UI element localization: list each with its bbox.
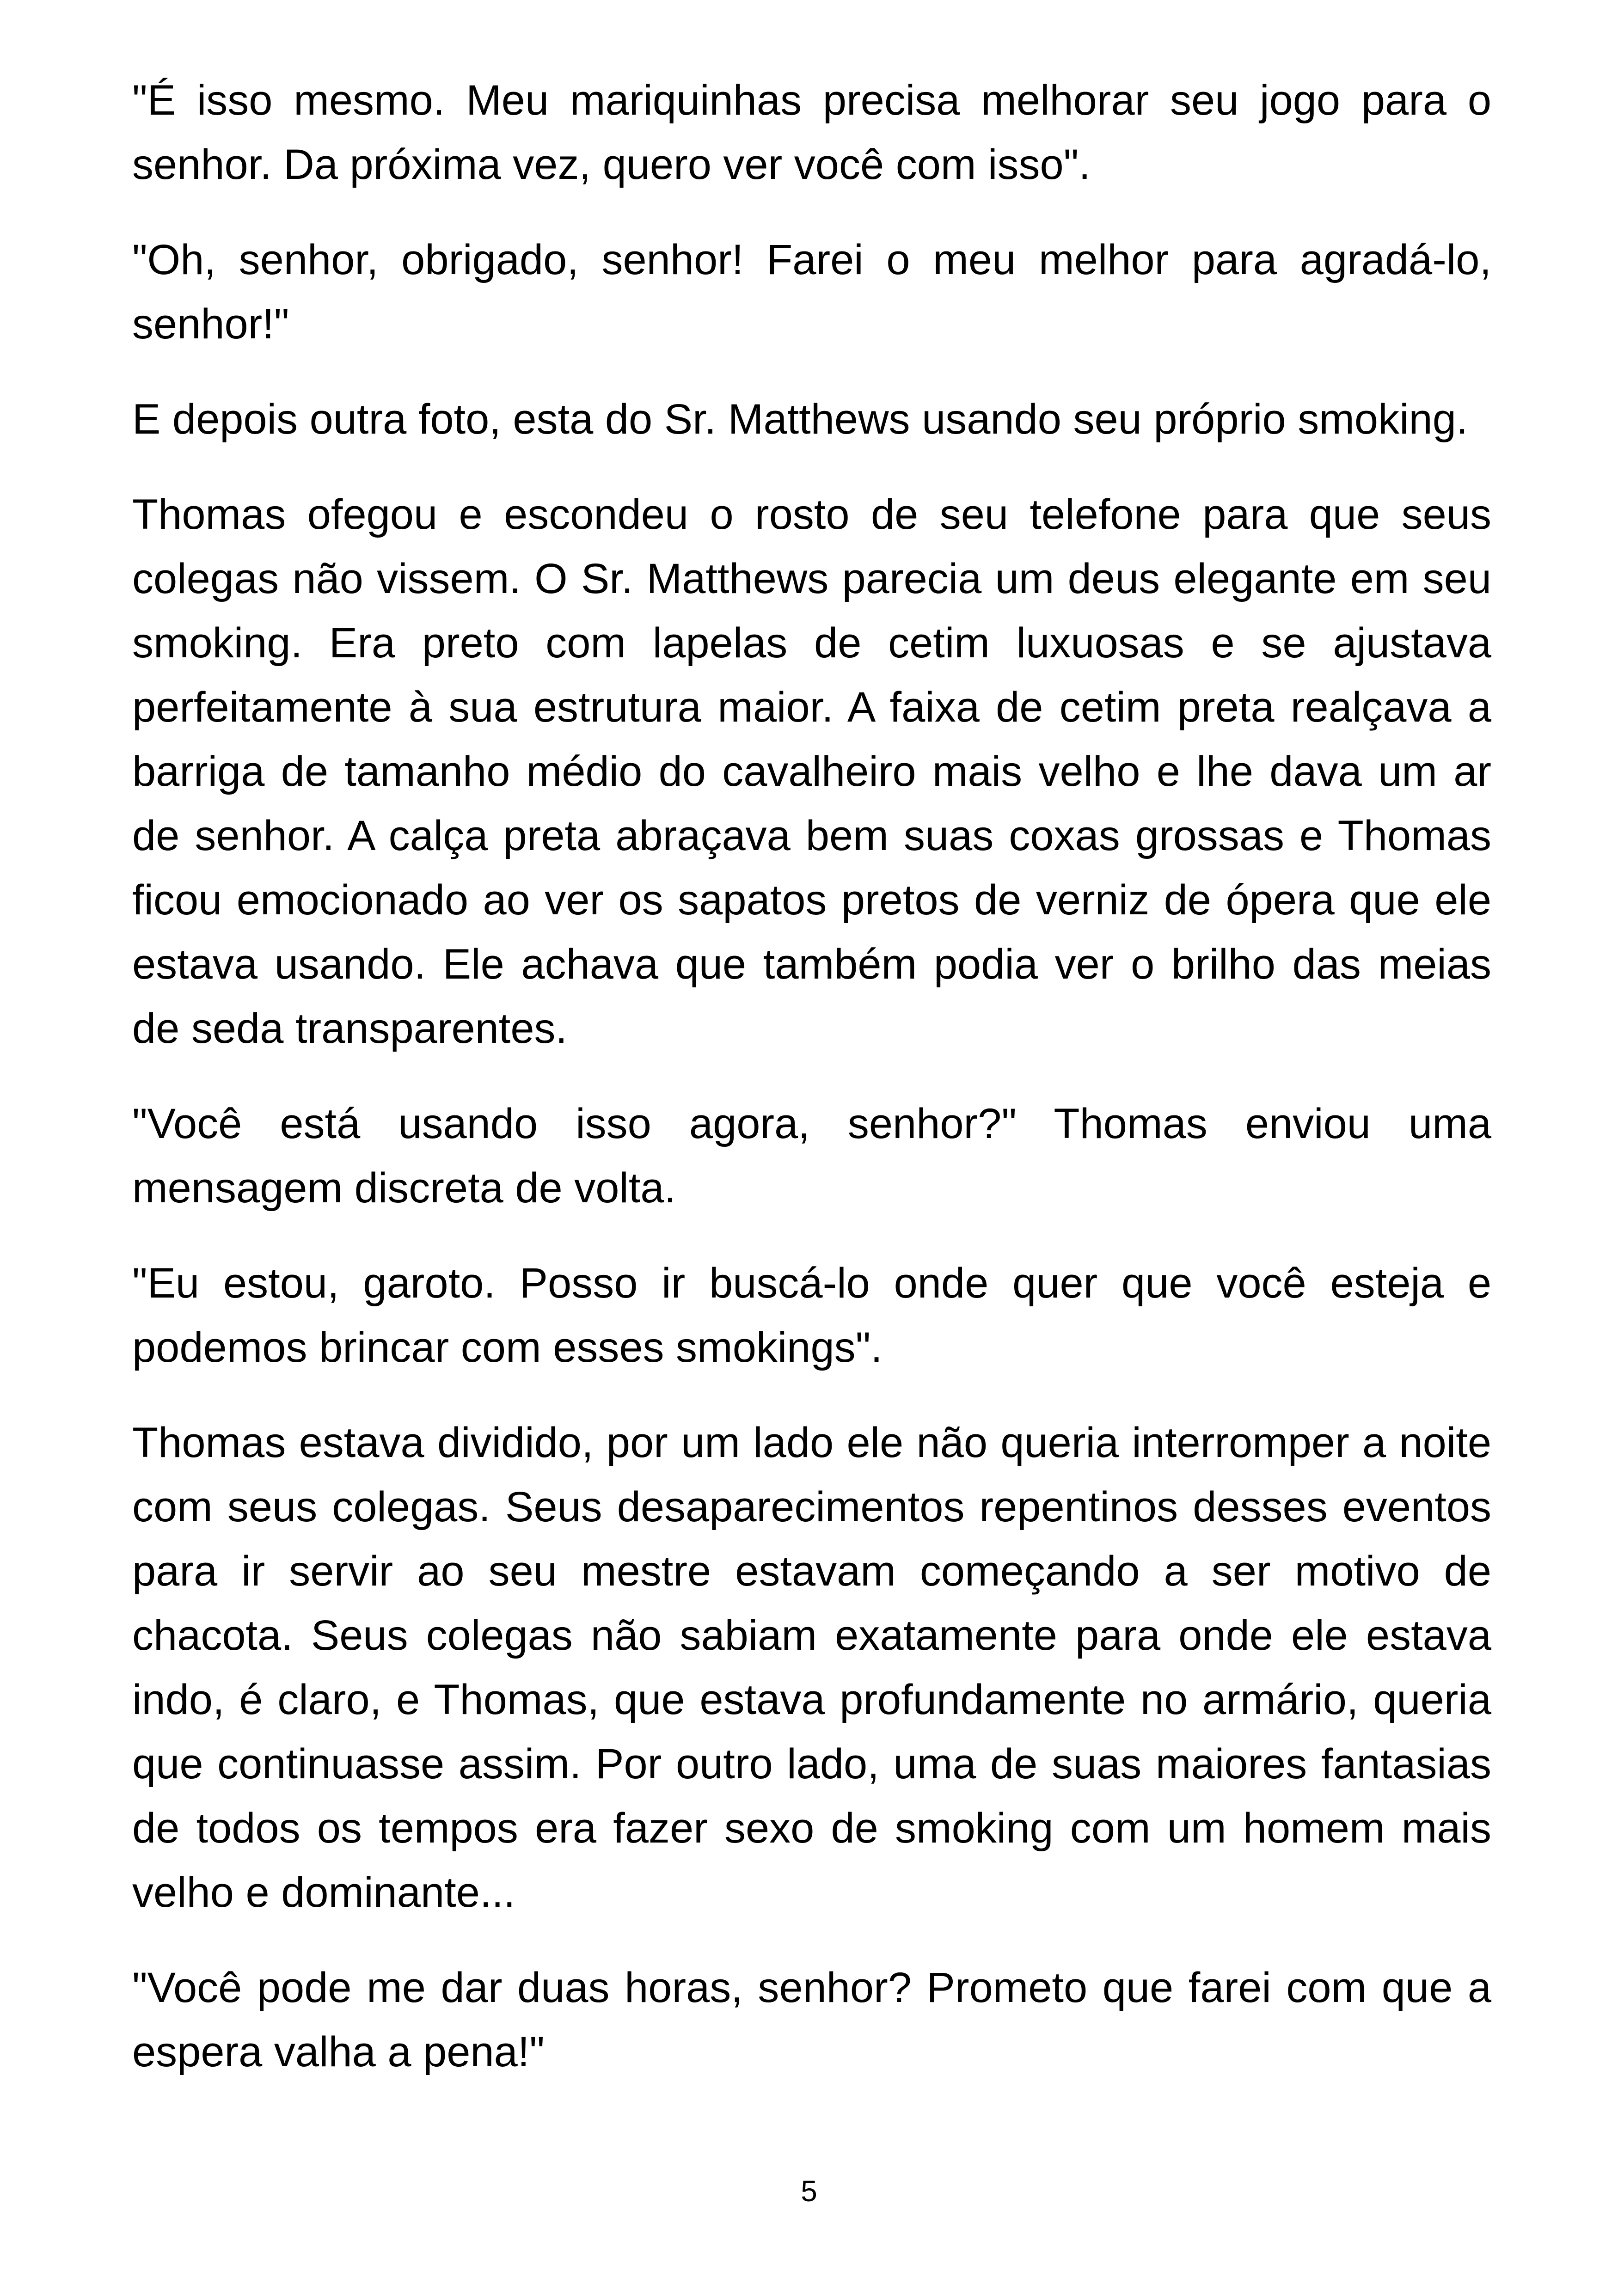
paragraph-4: Thomas ofegou e escondeu o rosto de seu telefone para que seus colegas não vissem. O Sr. Matthews parecia um deus elegante em seu smoking. Era preto com lapelas de cetim luxuosas e se ajustava perfeitamente à sua estrutura maior. A faixa de cetim preta realçava a barriga de tamanho médio do cavalheiro mais velho e lhe dava um ar de senhor. A calça preta abraçava bem suas coxas grossas e Thomas ficou emocionado ao ver os sapatos pretos de verniz de ópera que ele estava usando. Ele achava que também podia ver o brilho das meias de seda transparentes.	[132, 491, 1491, 1052]
page-number: 5	[801, 2174, 817, 2208]
paragraph-7: Thomas estava dividido, por um lado ele não queria interromper a noite com seus colegas. Seus desaparecimentos repentinos desses eventos para ir servir ao seu mestre estavam começando a ser motivo de chacota. Seus colegas não sabiam exatamente para onde ele estava indo, é claro, e Thomas, que estava profundamente no armário, queria que continuasse assim. Por outro lado, uma de suas maiores fantasias de todos os tempos era fazer sexo de smoking com um homem mais velho e dominante...	[132, 1419, 1491, 1916]
paragraph-8: "Você pode me dar duas horas, senhor? Prometo que farei com que a espera valha a pena!"	[132, 1964, 1491, 2076]
paragraph-5: "Você está usando isso agora, senhor?" Thomas enviou uma mensagem discreta de volta.	[132, 1100, 1491, 1212]
paragraph-6: "Eu estou, garoto. Posso ir buscá-lo onde quer que você esteja e podemos brincar com esses smokings".	[132, 1260, 1491, 1371]
paragraph-1: "É isso mesmo. Meu mariquinhas precisa melhorar seu jogo para o senhor. Da próxima vez, quero ver você com isso".	[132, 77, 1491, 188]
paragraph-3: E depois outra foto, esta do Sr. Matthews usando seu próprio smoking.	[132, 396, 1468, 443]
body-text	[132, 68, 1491, 2115]
paragraph-2: "Oh, senhor, obrigado, senhor! Farei o meu melhor para agradá-lo, senhor!"	[132, 236, 1491, 348]
